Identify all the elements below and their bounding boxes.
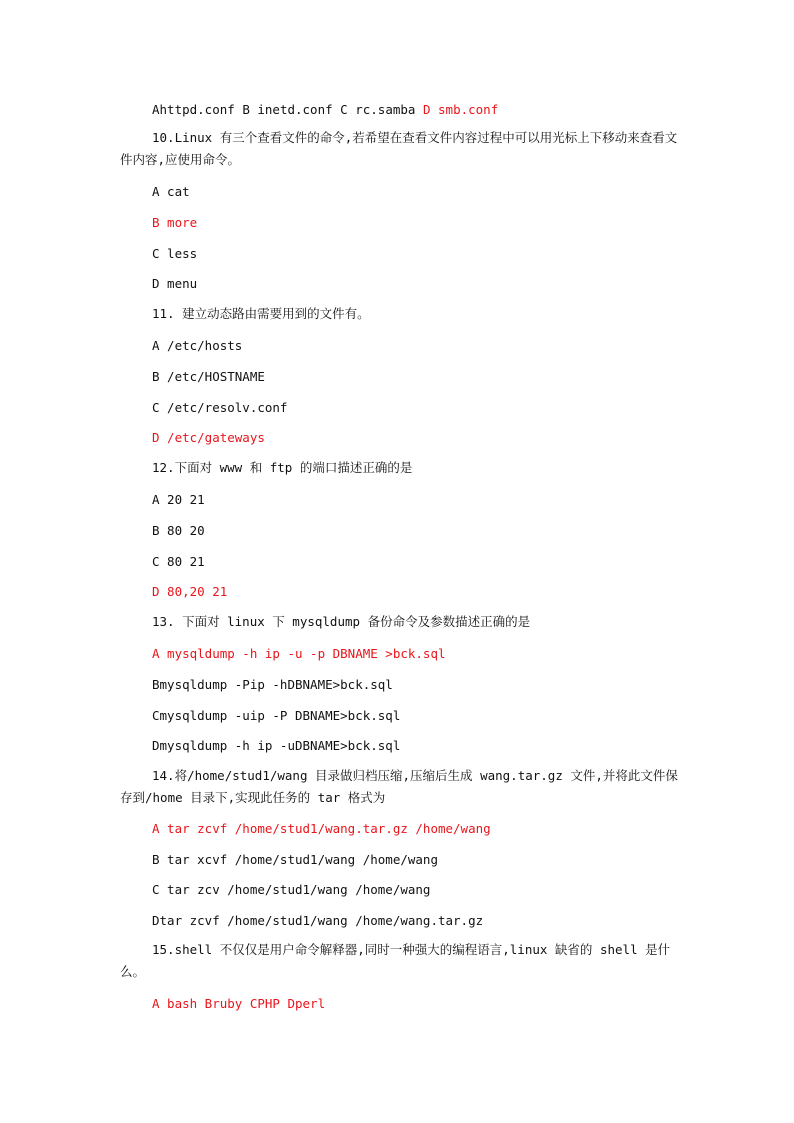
q11-option-b: B /etc/HOSTNAME [152, 369, 265, 384]
q11-question: 11. 建立动态路由需要用到的文件有。 [152, 306, 370, 321]
q9-option-d-answer: D smb.conf [422, 102, 499, 117]
q10-option-b-answer: B more [152, 215, 198, 230]
q14-option-c: C tar zcv /home/stud1/wang /home/wang [152, 882, 431, 897]
q13-option-c: Cmysqldump -uip -P DBNAME>bck.sql [152, 708, 401, 723]
q9-option-c: C rc.samba [340, 102, 416, 117]
q12-question: 12.下面对 www 和 ftp 的端口描述正确的是 [152, 460, 413, 475]
q14-question: 14.将/home/stud1/wang 目录做归档压缩,压缩后生成 wang.tar.gz 文件,并将此文件保存到/home 目录下,实现此任务的 tar 格式为 [120, 768, 678, 805]
q12-option-d-answer: D 80,20 21 [152, 584, 228, 599]
q14-option-a-answer: A tar zcvf /home/stud1/wang.tar.gz /home/wang [152, 821, 491, 836]
q12-option-a: A 20 21 [152, 492, 205, 507]
q11-option-c: C /etc/resolv.conf [152, 400, 288, 415]
q10-question: 10.Linux 有三个查看文件的命令,若希望在查看文件内容过程中可以用光标上下移动来查看文件内容,应使用命令。 [120, 130, 678, 167]
q11-option-a: A /etc/hosts [152, 338, 243, 353]
q9-options [152, 102, 498, 118]
q12-option-c: C 80 21 [152, 554, 205, 569]
q14-option-d: Dtar zcvf /home/stud1/wang /home/wang.tar.gz [152, 913, 484, 928]
q13-question: 13. 下面对 linux 下 mysqldump 备份命令及参数描述正确的是 [152, 614, 531, 629]
q10-option-c: C less [152, 246, 198, 261]
q10-option-d: D menu [152, 276, 198, 291]
q15-answer-options: A bash Bruby CPHP Dperl [152, 996, 326, 1011]
q15-question: 15.shell 不仅仅是用户命令解释器,同时一种强大的编程语言,linux 缺省的 shell 是什么。 [120, 942, 671, 979]
q13-option-a-answer: A mysqldump -h ip -u -p DBNAME >bck.sql [152, 646, 446, 661]
q13-option-b: Bmysqldump -Pip -hDBNAME>bck.sql [152, 677, 393, 692]
q9-option-b: B inetd.conf [242, 102, 333, 117]
q10-option-a: A cat [152, 184, 190, 199]
q9-option-a: Ahttpd.conf [152, 102, 235, 117]
q14-option-b: B tar xcvf /home/stud1/wang /home/wang [152, 852, 438, 867]
q13-option-d: Dmysqldump -h ip -uDBNAME>bck.sql [152, 738, 401, 753]
q11-option-d-answer: D /etc/gateways [152, 430, 265, 445]
q12-option-b: B 80 20 [152, 523, 205, 538]
